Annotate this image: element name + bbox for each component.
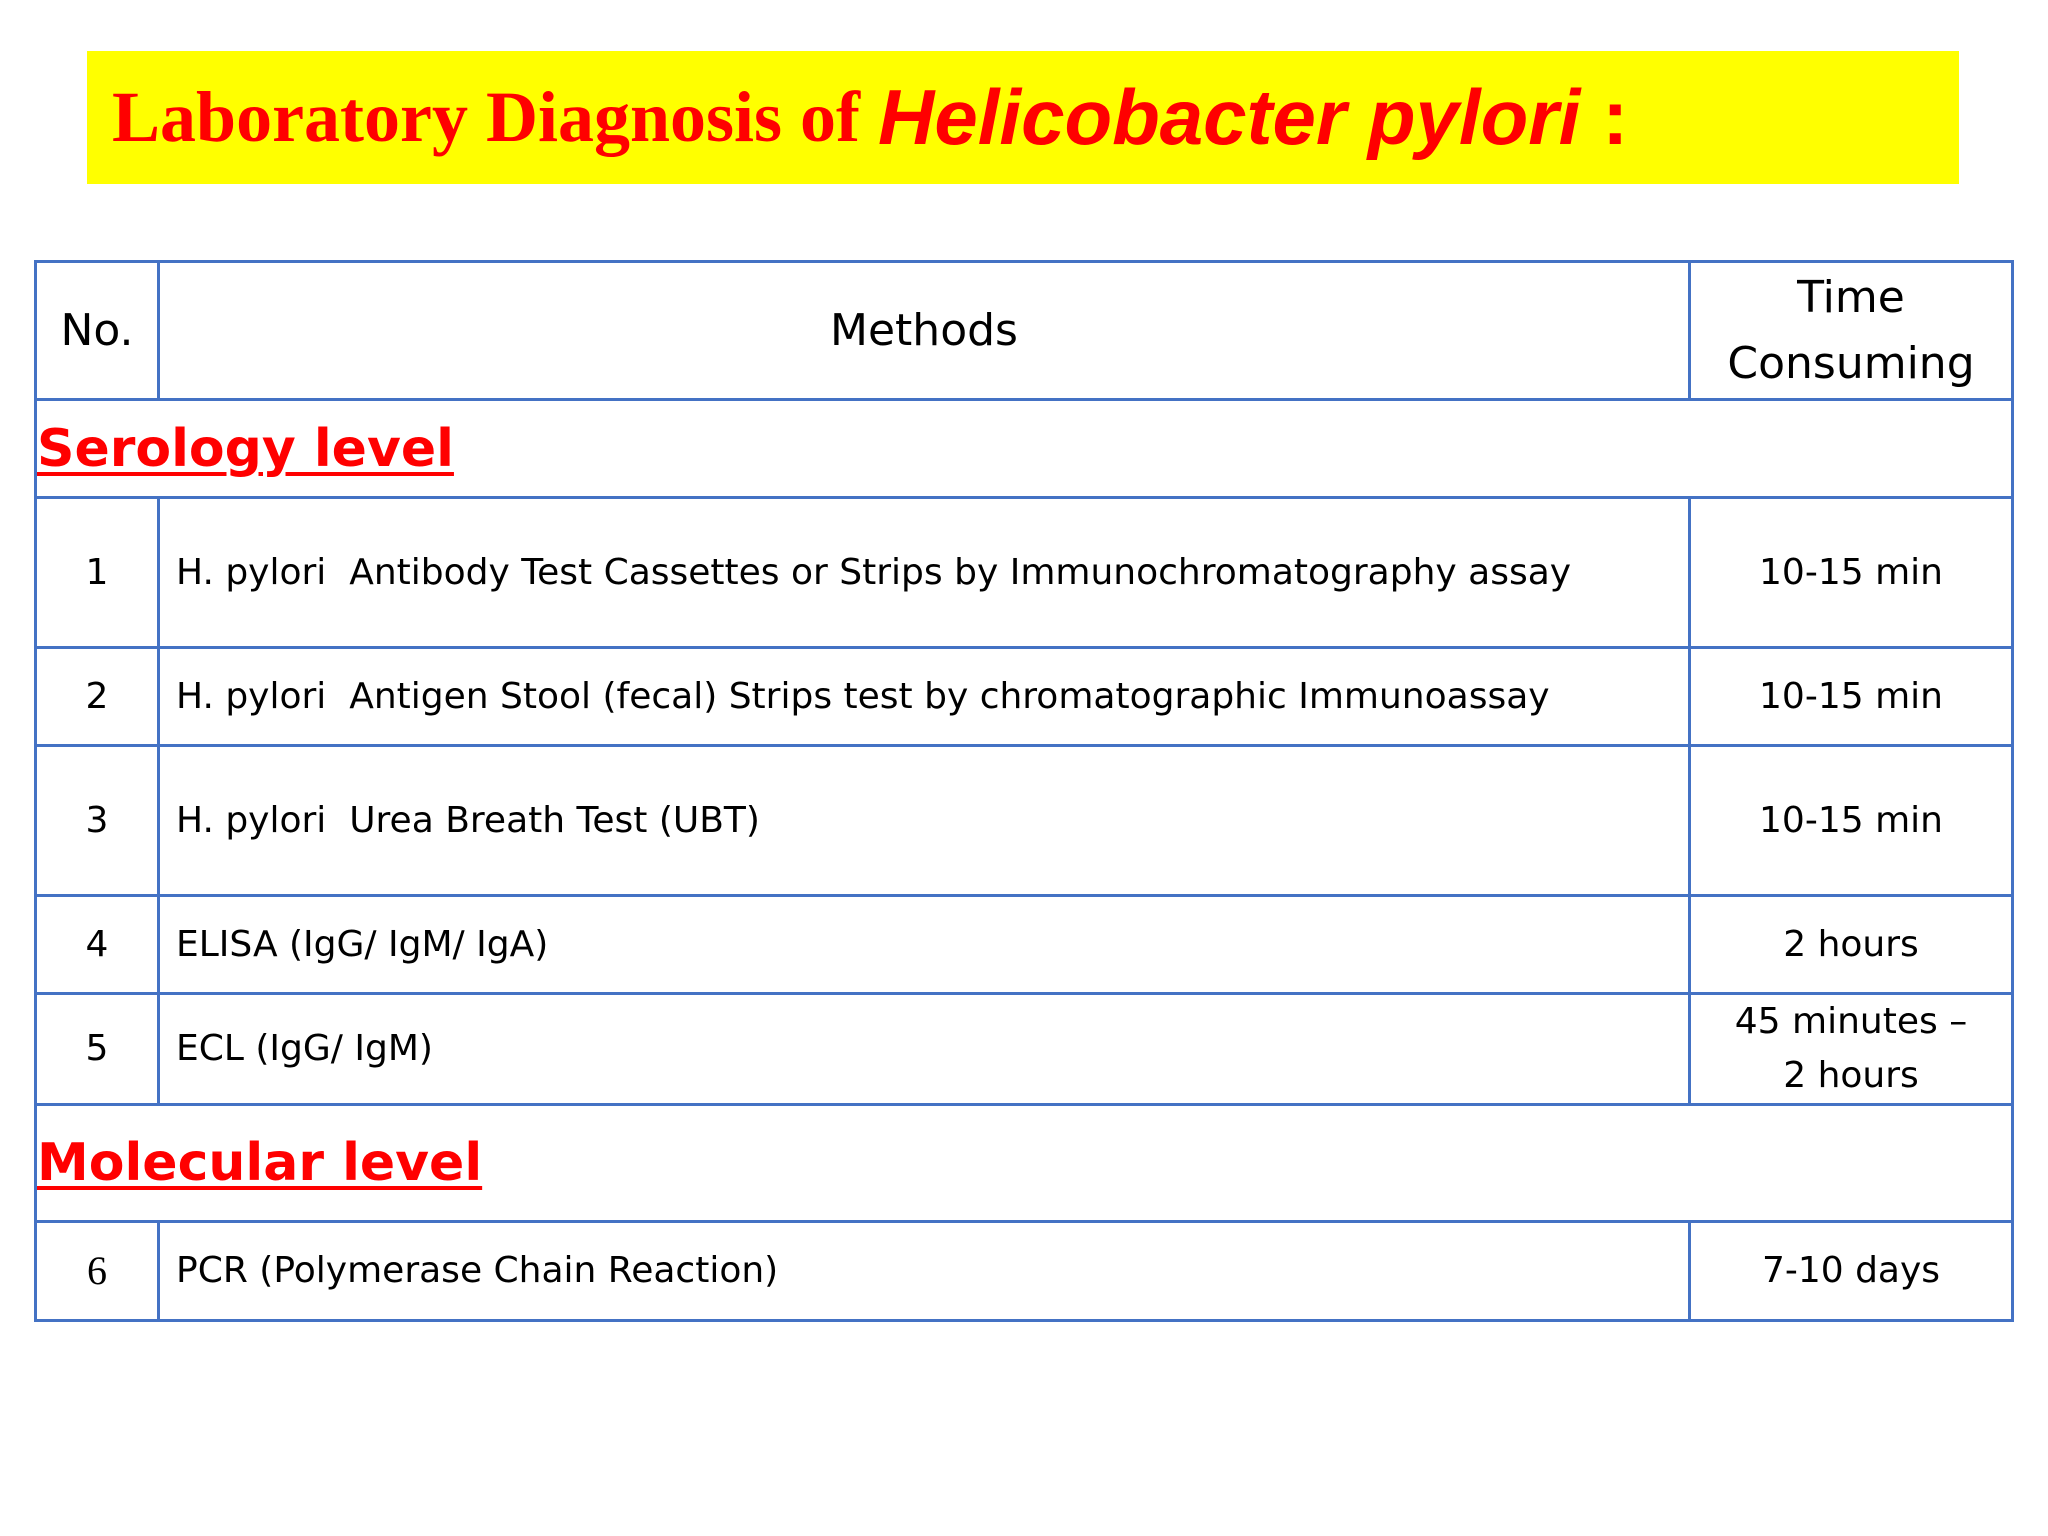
header-time-line2: Consuming: [1727, 337, 1975, 389]
row-time-line2: 2 hours: [1783, 1055, 1919, 1096]
page-title: Laboratory Diagnosis of: [112, 77, 861, 157]
row-number: 6: [36, 1222, 159, 1321]
section-row-serology: [36, 400, 2013, 498]
table-row: [36, 498, 2013, 648]
row-method: ELISA (IgG/ IgM/ IgA): [159, 896, 1690, 994]
row-number: 4: [36, 896, 159, 994]
row-number: 5: [36, 994, 159, 1105]
header-time-line1: Time: [1797, 271, 1905, 323]
row-method: H. pylori Urea Breath Test (UBT): [159, 746, 1690, 896]
row-time-line1: 45 minutes –: [1734, 1001, 1968, 1042]
table-row: [36, 648, 2013, 746]
header-time: [1690, 262, 2013, 400]
table-row: [36, 746, 2013, 896]
page-title-colon: :: [1602, 73, 1629, 161]
row-number: 3: [36, 746, 159, 896]
row-method: PCR (Polymerase Chain Reaction): [159, 1222, 1690, 1321]
row-time: [1690, 994, 2013, 1105]
section-label-serology: Serology level: [37, 418, 454, 479]
table-row: [36, 896, 2013, 994]
methods-table: [34, 260, 2014, 1322]
row-time: 10-15 min: [1690, 746, 2013, 896]
section-label-molecular: Molecular level: [37, 1133, 483, 1193]
table-row: [36, 994, 2013, 1105]
row-number: 2: [36, 648, 159, 746]
section-cell-serology: [36, 400, 2013, 498]
row-time: 7-10 days: [1690, 1222, 2013, 1321]
row-time: 2 hours: [1690, 896, 2013, 994]
row-time: 10-15 min: [1690, 648, 2013, 746]
row-number: 1: [36, 498, 159, 648]
table-row: [36, 1222, 2013, 1321]
row-time: 10-15 min: [1690, 498, 2013, 648]
table-header-row: [36, 262, 2013, 400]
header-no: No.: [36, 262, 159, 400]
row-method: H. pylori Antigen Stool (fecal) Strips test by chromatographic Immunoassay: [159, 648, 1690, 746]
header-methods: Methods: [159, 262, 1690, 400]
section-row-molecular: [36, 1105, 2013, 1222]
section-cell-molecular: [36, 1105, 2013, 1222]
page-title-organism: Helicobacter pylori: [878, 73, 1581, 161]
row-method: H. pylori Antibody Test Cassettes or Strips by Immunochromatography assay: [159, 498, 1690, 648]
row-method: ECL (IgG/ IgM): [159, 994, 1690, 1105]
title-banner: [87, 51, 1959, 184]
